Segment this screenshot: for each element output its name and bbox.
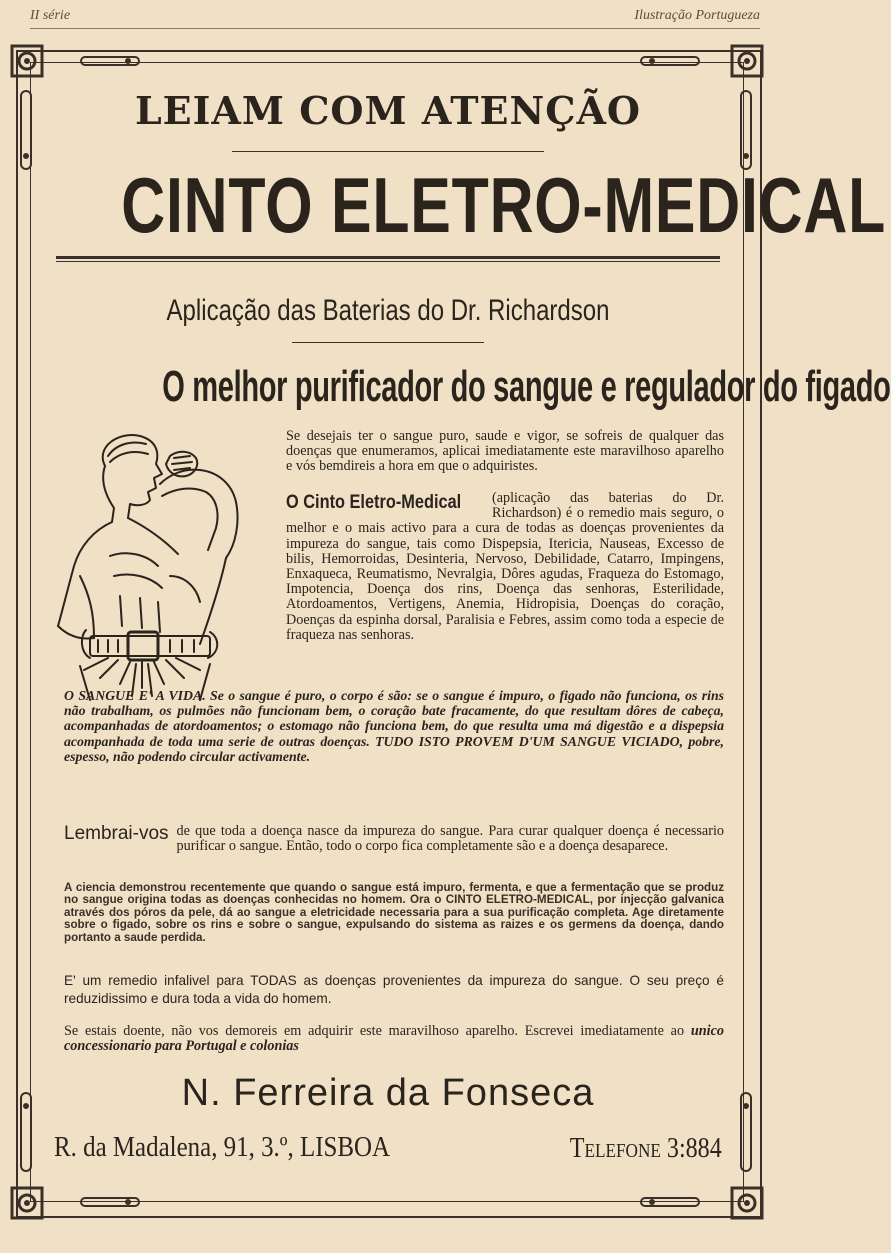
call-to-action-text: Se estais doente, não vos demoreis em adquirir este maravilhoso aparelho. Escrevei imediatamente ao bbox=[64, 1023, 685, 1039]
ornament-bar-top-right bbox=[640, 54, 700, 68]
paragraph-lembrai-lead: Lembrai-vos bbox=[64, 823, 169, 844]
title-underline-thin bbox=[56, 261, 720, 262]
paragraph-cinto bbox=[286, 491, 724, 643]
company-name: N. Ferreira da Fonseca bbox=[181, 1072, 595, 1114]
paragraph-intro: Se desejais ter o sangue puro, saude e vigor, se sofreis de qualquer das doenças que enumeramos, aplicai imediatamente este maravilhoso aparelho e vós bemdireis a hora em que o adquiristes. bbox=[286, 428, 724, 475]
publication-name: Ilustração Portugueza bbox=[634, 8, 760, 23]
paragraph-remedio: E' um remedio infalivel para TODAS as doenças provenientes da impureza do sangue. O seu preço é reduzidissimo e dura toda a vida do homem. bbox=[64, 973, 724, 1006]
ad-subtitle: Aplicação das Baterias do Dr. Richardson bbox=[166, 294, 610, 327]
paragraph-cinto-lead: O Cinto Eletro-Medical bbox=[286, 492, 462, 513]
paragraph-lembrai-body: de que toda a doença nasce da impureza do sangue. Para curar qualquer doença é necessario purificar o sangue. Então, todo o corpo fica completamente são e a doença desaparece. bbox=[176, 823, 724, 855]
ornament-bar-bottom-left bbox=[80, 1195, 140, 1209]
paragraph-sangue-vida: O SANGUE E' A VIDA. Se o sangue é puro, o corpo é são: se o sangue é impuro, o figado não funciona, os rins não trabalham, os pulmões não funcionam bem, o coração bate fracamente, do que resultam dôres de cabeça, acompanhadas de atordoamentos; o estomago não funciona bem, do que resulta uma má digestão e a dispepsia acompanhada de toda uma serie de outras doenças. TUDO ISTO PROVEM D'UM SANGUE VICIADO, pobre, espesso, não podendo circular activamente. bbox=[64, 688, 724, 764]
company-phone: Telefone 3:884 bbox=[569, 1133, 722, 1164]
ornament-corner-bottom-left bbox=[10, 1186, 44, 1220]
ornament-bar-right-top bbox=[736, 90, 756, 170]
ad-title: CINTO ELETRO-MEDICAL bbox=[121, 161, 887, 249]
ornament-bar-right-bottom bbox=[736, 1092, 756, 1172]
advertisement bbox=[46, 76, 891, 1186]
paragraph-call-to-action bbox=[64, 1024, 724, 1054]
ad-tagline: O melhor purificador do sangue e regulador do figado bbox=[162, 362, 891, 411]
ornament-bar-top-left bbox=[80, 54, 140, 68]
page-header bbox=[30, 6, 760, 29]
paragraph-lembrai bbox=[64, 824, 724, 854]
ornament-bar-bottom-right bbox=[640, 1195, 700, 1209]
heading-attention: LEIAM COM ATENÇÃO bbox=[134, 88, 642, 133]
ornament-bar-left-bottom bbox=[16, 1092, 36, 1172]
call-to-action-italic: unico concessionario para Portugal e colonias bbox=[64, 1023, 724, 1055]
ornament-corner-top-left bbox=[10, 44, 44, 78]
series-label: II série bbox=[30, 8, 71, 23]
company-address: R. da Madalena, 91, 3.º, LISBOA bbox=[54, 1131, 391, 1163]
paragraph-cinto-body: (aplicação das baterias do Dr. Richardson) é o remedio mais seguro, o melhor e o mais activo para a cura de todas as doenças provenientes da impureza do sangue, tais como Dispepsia, Itericia, Nauseas, Excesso de bilis, Hemorroidas, Desinteria, Nervoso, Debilidade, Catarro, Impingens, Enxaqueca, Reumatismo, Nevralgia, Dôres agudas, Fraqueza do Estomago, Impotencia, Doença dos rins, Doença das senhoras, Esterilidade, Atordoamentos, Vertigens, Anemia, Hidropisia, Doenças do coração, Doenças da espinha dorsal, Paralisia e Febres, assim como toda a especie de fraqueza nas senhoras. bbox=[286, 490, 724, 643]
ornament-corner-bottom-right bbox=[730, 1186, 764, 1220]
divider-rule-2 bbox=[292, 342, 484, 343]
ornament-corner-top-right bbox=[730, 44, 764, 78]
paragraph-ciencia: A ciencia demonstrou recentemente que quando o sangue está impuro, fermenta, e que a fermentação que se produz no sangue origina todas as doenças conhecidas no homem. Ora o CINTO ELETRO-MEDICAL, por injecção galvanica através dos póros da pele, dá ao sangue a eletricidade necessaria para a sua purificação completa. Age diretamente sobre o figado, sobre os rins e sobre o sangue, expulsando do sistema as raizes e os germens da doença, dando portanto a saude perdida. bbox=[64, 881, 724, 944]
ornament-bar-left-top bbox=[16, 90, 36, 170]
divider-rule bbox=[232, 151, 544, 152]
title-underline bbox=[56, 256, 720, 259]
man-with-belt-illustration bbox=[50, 426, 270, 716]
